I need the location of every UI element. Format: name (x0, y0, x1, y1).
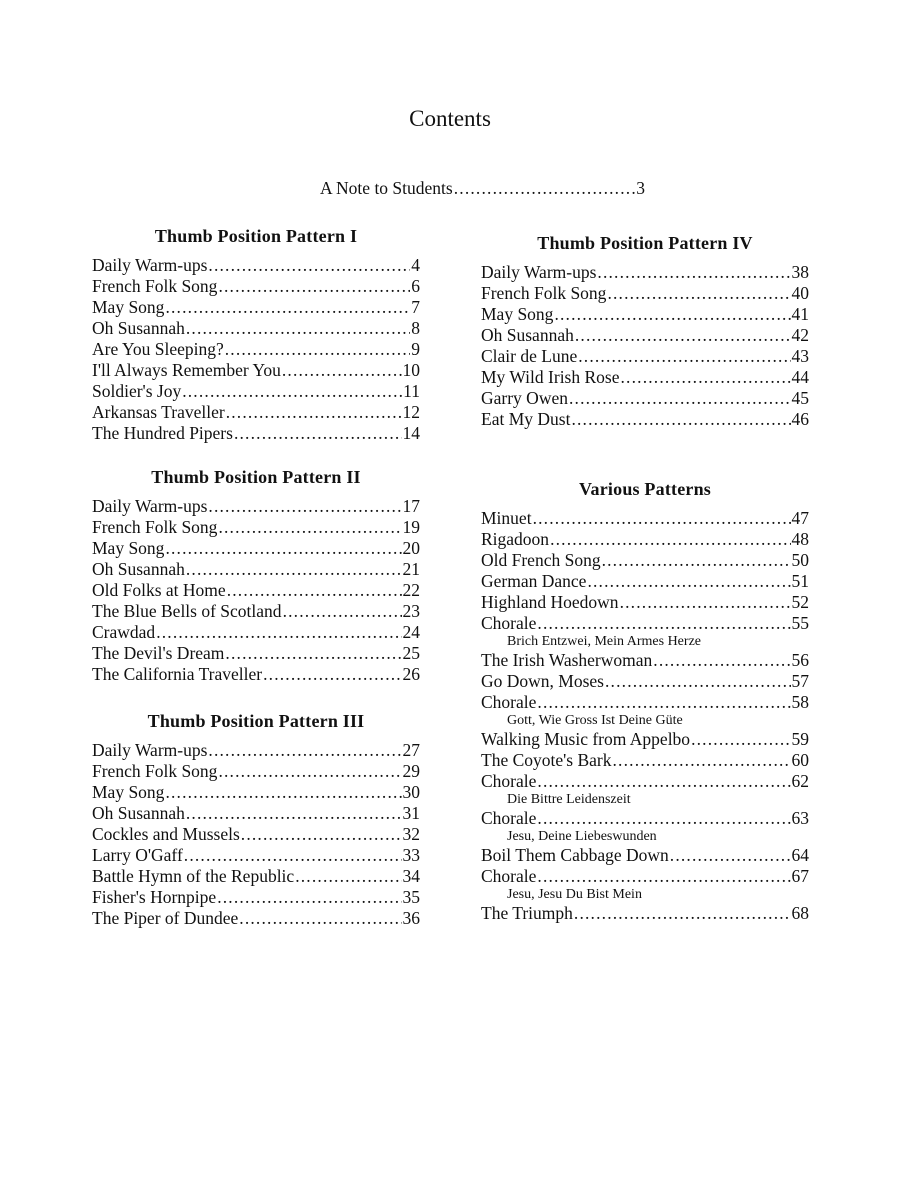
entry-subtitle: Die Bittre Leidenszeit (507, 792, 631, 807)
dot-leader (605, 671, 791, 692)
toc-entry (92, 803, 420, 824)
entry-label: Clair de Lune (481, 346, 578, 366)
toc-entry (481, 903, 809, 924)
entry-page: 29 (402, 761, 420, 781)
entry-page: 50 (791, 550, 809, 570)
entry-label: The Blue Bells of Scotland (92, 601, 282, 621)
dot-leader (607, 283, 790, 304)
entry-label: A Note to Students (320, 178, 453, 198)
entry-page: 68 (791, 903, 809, 923)
dot-leader (691, 729, 790, 750)
entry-label: May Song (92, 538, 165, 558)
entry-page: 23 (402, 601, 420, 621)
entry-page: 58 (791, 692, 809, 712)
entry-page: 36 (402, 908, 420, 928)
toc-entry (481, 845, 809, 866)
entry-label: French Folk Song (92, 517, 218, 537)
dot-leader (208, 740, 401, 761)
toc-entry (92, 664, 420, 685)
dot-leader (569, 388, 791, 409)
dot-leader (186, 559, 402, 580)
dot-leader (575, 325, 791, 346)
dot-leader (241, 824, 402, 845)
entry-subtitle: Brich Entzwei, Mein Armes Herze (507, 634, 701, 649)
toc-entry (481, 508, 809, 529)
entry-label: Are You Sleeping? (92, 339, 224, 359)
section-pattern-4 (481, 233, 809, 430)
toc-entry (92, 517, 420, 538)
dot-leader (550, 529, 790, 550)
entry-label: Chorale (481, 866, 537, 886)
toc-entry (92, 381, 420, 402)
entry-page: 47 (791, 508, 809, 528)
entry-label: The Triumph (481, 903, 573, 923)
dot-leader (184, 845, 402, 866)
entry-label: Eat My Dust (481, 409, 571, 429)
entry-label: Larry O'Gaff (92, 845, 183, 865)
entry-label: French Folk Song (92, 761, 218, 781)
toc-entry (92, 538, 420, 559)
entry-label: Daily Warm-ups (92, 255, 208, 275)
toc-entry (481, 529, 809, 550)
dot-leader (533, 508, 791, 529)
dot-leader (165, 782, 401, 803)
entry-label: Oh Susannah (92, 318, 185, 338)
toc-entry (481, 283, 809, 304)
entry-label: Highland Hoedown (481, 592, 619, 612)
dot-leader (554, 304, 790, 325)
entry-label: French Folk Song (92, 276, 218, 296)
dot-leader (653, 650, 790, 671)
entry-page: 59 (791, 729, 809, 749)
dot-leader (283, 601, 402, 622)
entry-page: 62 (791, 771, 809, 791)
entry-label: Oh Susannah (92, 559, 185, 579)
section-various-patterns (481, 479, 809, 924)
section-heading: Thumb Position Pattern II (151, 467, 361, 487)
entry-page: 51 (791, 571, 809, 591)
entry-label: Chorale (481, 808, 537, 828)
toc-entry (92, 887, 420, 908)
entry-page: 25 (402, 643, 420, 663)
dot-leader (537, 613, 790, 634)
toc-entry (92, 601, 420, 622)
toc-entry (481, 592, 809, 613)
entry-page: 22 (402, 580, 420, 600)
entry-list (92, 740, 420, 929)
dot-leader (208, 255, 410, 276)
entry-page: 67 (791, 866, 809, 886)
entry-page: 55 (791, 613, 809, 633)
entry-page: 27 (402, 740, 420, 760)
entry-page: 14 (402, 423, 420, 443)
toc-entry (481, 304, 809, 325)
toc-entry (92, 339, 420, 360)
toc-entry (92, 580, 420, 601)
entry-label: Old French Song (481, 550, 601, 570)
dot-leader (186, 803, 402, 824)
toc-entry (92, 782, 420, 803)
entry-label: German Dance (481, 571, 587, 591)
entry-page: 42 (791, 325, 809, 345)
dot-leader (218, 761, 401, 782)
dot-leader (234, 423, 402, 444)
toc-entry (481, 388, 809, 409)
toc-entry (92, 643, 420, 664)
dot-leader (227, 580, 402, 601)
entry-page: 33 (402, 845, 420, 865)
entry-page: 24 (402, 622, 420, 642)
entry-label: Crawdad (92, 622, 156, 642)
entry-page: 52 (791, 592, 809, 612)
entry-page: 7 (411, 297, 420, 317)
dot-leader (208, 496, 401, 517)
entry-subtitle: Jesu, Jesu Du Bist Mein (507, 887, 642, 902)
dot-leader (239, 908, 401, 929)
dot-leader (225, 643, 401, 664)
toc-entry (481, 325, 809, 346)
toc-entry (92, 908, 420, 929)
section-heading: Thumb Position Pattern III (147, 711, 365, 731)
dot-leader (537, 771, 790, 792)
entry-label: Oh Susannah (92, 803, 185, 823)
entry-label: Arkansas Traveller (92, 402, 225, 422)
entry-label: The California Traveller (92, 664, 263, 684)
entry-page: 10 (402, 360, 420, 380)
dot-leader (165, 297, 410, 318)
entry-subtitle: Gott, Wie Gross Ist Deine Güte (507, 713, 683, 728)
entry-label: Chorale (481, 771, 537, 791)
dot-leader (620, 592, 791, 613)
entry-label: The Piper of Dundee (92, 908, 239, 928)
entry-label: May Song (92, 782, 165, 802)
toc-entry (481, 346, 809, 367)
dot-leader (226, 402, 402, 423)
entry-page: 41 (791, 304, 809, 324)
toc-entry (481, 550, 809, 571)
entry-label: Minuet (481, 508, 532, 528)
entry-list (481, 508, 809, 924)
entry-list (92, 496, 420, 685)
entry-page: 17 (402, 496, 420, 516)
entry-label: The Irish Washerwoman (481, 650, 653, 670)
entry-page: 43 (791, 346, 809, 366)
dot-leader (263, 664, 401, 685)
toc-entry (481, 571, 809, 592)
toc-entry (92, 496, 420, 517)
toc-entry (92, 824, 420, 845)
entry-label: Go Down, Moses (481, 671, 604, 691)
dot-leader (574, 903, 791, 924)
page-title: Contents (409, 106, 491, 131)
entry-label: French Folk Song (481, 283, 607, 303)
toc-entry (92, 360, 420, 381)
entry-label: I'll Always Remember You (92, 360, 281, 380)
entry-page: 56 (791, 650, 809, 670)
section-heading: Thumb Position Pattern IV (537, 233, 753, 253)
entry-label: Rigadoon (481, 529, 550, 549)
entry-page: 8 (411, 318, 420, 338)
entry-page: 21 (402, 559, 420, 579)
toc-entry (92, 276, 420, 297)
toc-entry (92, 402, 420, 423)
entry-page: 4 (411, 255, 420, 275)
entry-page: 9 (411, 339, 420, 359)
entry-page: 32 (402, 824, 420, 844)
section-pattern-1 (92, 226, 420, 444)
entry-page: 26 (402, 664, 420, 684)
entry-page: 40 (791, 283, 809, 303)
toc-entry (92, 255, 420, 276)
dot-leader (537, 866, 790, 887)
entry-page: 12 (402, 402, 420, 422)
entry-label: Garry Owen (481, 388, 568, 408)
toc-entry (92, 761, 420, 782)
dot-leader (454, 178, 636, 199)
entry-page: 57 (791, 671, 809, 691)
entry-label: The Coyote's Bark (481, 750, 612, 770)
dot-leader (217, 887, 401, 908)
toc-entry (481, 729, 809, 750)
toc-entry (92, 845, 420, 866)
dot-leader (613, 750, 791, 771)
section-pattern-2 (92, 467, 420, 685)
dot-leader (621, 367, 791, 388)
dot-leader (295, 866, 401, 887)
entry-subtitle: Jesu, Deine Liebeswunden (507, 829, 657, 844)
entry-label: Daily Warm-ups (92, 740, 208, 760)
toc-entry (481, 650, 809, 671)
entry-list (92, 255, 420, 444)
entry-label: Oh Susannah (481, 325, 574, 345)
dot-leader (182, 381, 402, 402)
dot-leader (218, 517, 401, 538)
entry-page: 35 (402, 887, 420, 907)
entry-label: Battle Hymn of the Republic (92, 866, 295, 886)
entry-label: Cockles and Mussels (92, 824, 240, 844)
entry-page: 34 (402, 866, 420, 886)
entry-label: Daily Warm-ups (481, 262, 597, 282)
dot-leader (578, 346, 790, 367)
entry-label: Chorale (481, 613, 537, 633)
toc-entry (481, 409, 809, 430)
entry-label: May Song (481, 304, 554, 324)
toc-entry (92, 318, 420, 339)
entry-label: My Wild Irish Rose (481, 367, 620, 387)
entry-list (481, 262, 809, 430)
dot-leader (587, 571, 790, 592)
entry-label: Old Folks at Home (92, 580, 226, 600)
entry-page: 60 (791, 750, 809, 770)
entry-page: 11 (403, 381, 420, 401)
section-pattern-3 (92, 711, 420, 929)
entry-page: 64 (791, 845, 809, 865)
dot-leader (218, 276, 410, 297)
entry-page: 48 (791, 529, 809, 549)
toc-entry (481, 692, 809, 713)
section-heading: Thumb Position Pattern I (154, 226, 358, 246)
toc-entry (481, 367, 809, 388)
entry-page: 19 (402, 517, 420, 537)
entry-page: 44 (791, 367, 809, 387)
toc-entry (92, 423, 420, 444)
dot-leader (571, 409, 790, 430)
toc-entry (481, 771, 809, 792)
entry-label: Daily Warm-ups (92, 496, 208, 516)
toc-entry (481, 808, 809, 829)
toc-entry (92, 740, 420, 761)
toc-entry (481, 671, 809, 692)
entry-page: 20 (402, 538, 420, 558)
entry-label: May Song (92, 297, 165, 317)
dot-leader (282, 360, 402, 381)
entry-page: 46 (791, 409, 809, 429)
entry-page: 45 (791, 388, 809, 408)
entry-page: 3 (636, 178, 645, 198)
dot-leader (537, 692, 790, 713)
entry-page: 30 (402, 782, 420, 802)
toc-entry (92, 559, 420, 580)
dot-leader (597, 262, 790, 283)
toc-entry (481, 262, 809, 283)
toc-entry (92, 866, 420, 887)
toc-entry (481, 613, 809, 634)
entry-page: 63 (791, 808, 809, 828)
dot-leader (602, 550, 791, 571)
entry-label: Soldier's Joy (92, 381, 182, 401)
toc-entry (481, 750, 809, 771)
entry-label: The Hundred Pipers (92, 423, 233, 443)
dot-leader (670, 845, 791, 866)
note-to-students-entry (320, 178, 645, 199)
entry-label: The Devil's Dream (92, 643, 225, 663)
entry-label: Walking Music from Appelbo (481, 729, 691, 749)
entry-page: 38 (791, 262, 809, 282)
entry-label: Chorale (481, 692, 537, 712)
toc-entry (481, 866, 809, 887)
entry-page: 6 (411, 276, 420, 296)
dot-leader (165, 538, 401, 559)
section-heading: Various Patterns (578, 479, 712, 499)
toc-entry (92, 297, 420, 318)
entry-page: 31 (402, 803, 420, 823)
dot-leader (156, 622, 401, 643)
dot-leader (225, 339, 411, 360)
toc-entry (92, 622, 420, 643)
dot-leader (186, 318, 410, 339)
dot-leader (537, 808, 790, 829)
entry-label: Fisher's Hornpipe (92, 887, 217, 907)
entry-label: Boil Them Cabbage Down (481, 845, 669, 865)
